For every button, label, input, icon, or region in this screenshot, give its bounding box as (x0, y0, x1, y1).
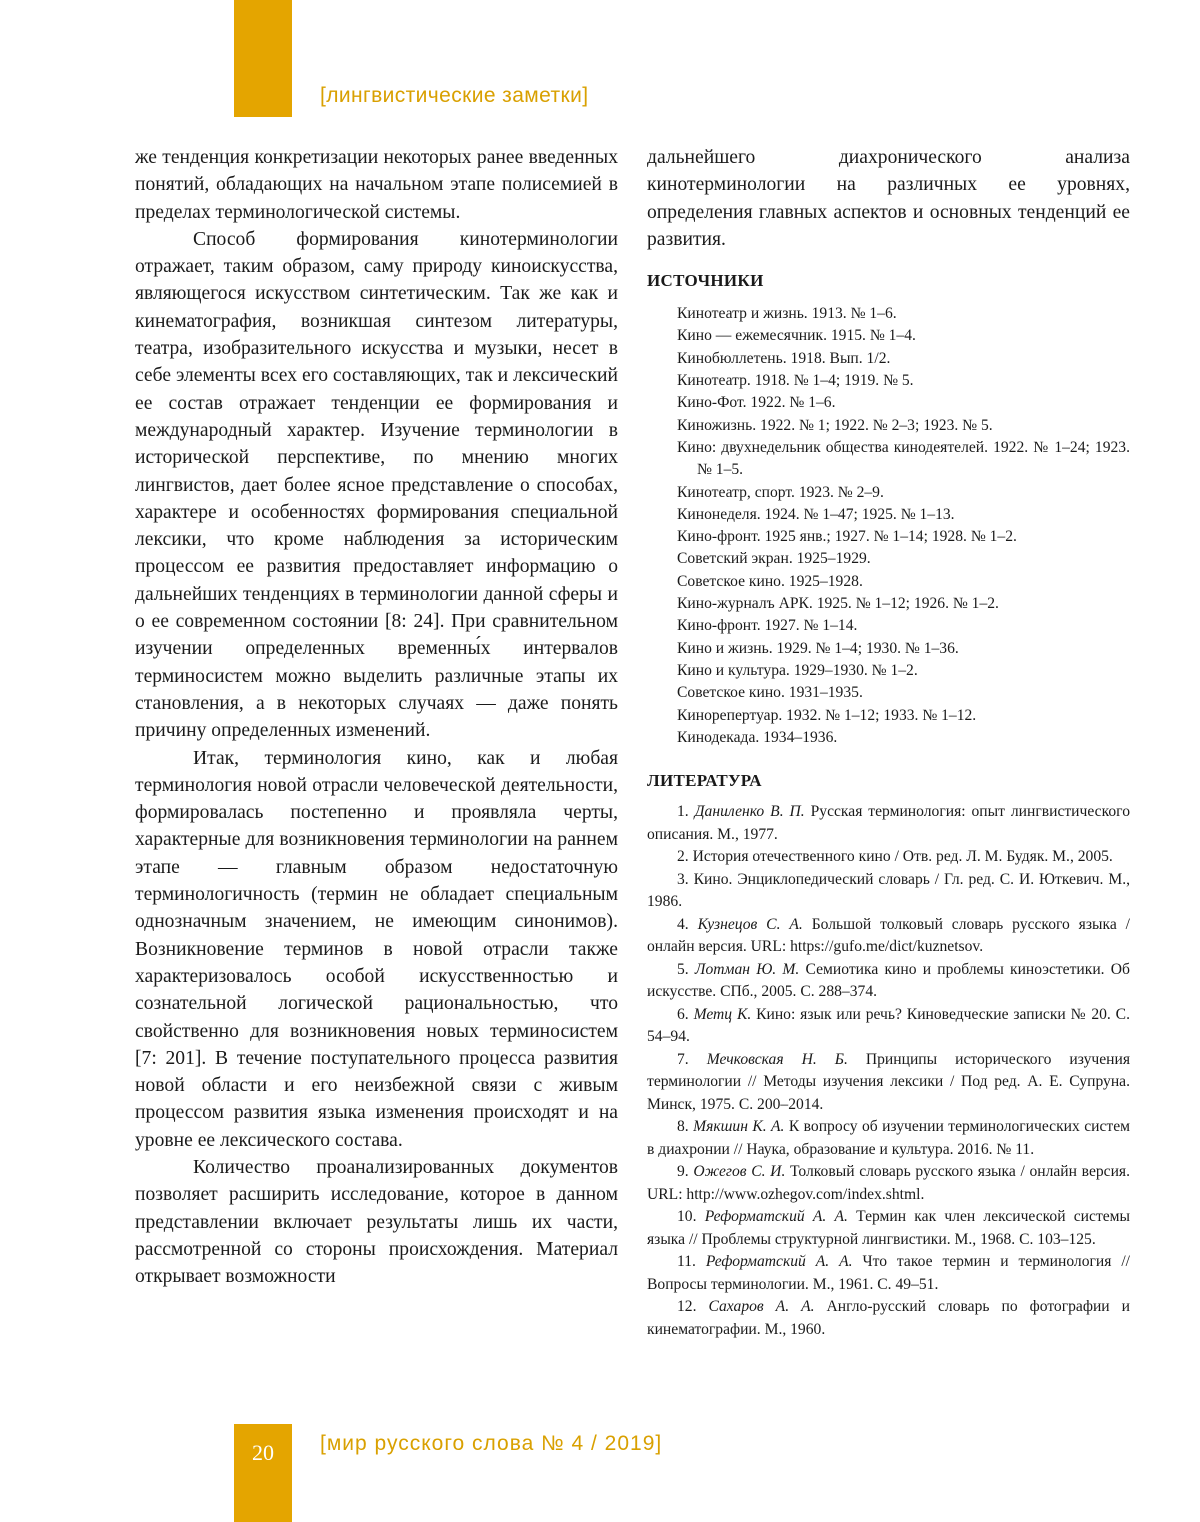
reference-item (647, 1049, 1130, 1117)
reference-text: Русская терминология: опыт лингвистического описания. М., 1977. (647, 803, 1130, 843)
left-column (135, 144, 618, 1290)
reference-text: К вопросу об изучении терминологических систем в диахронии // Наука, образование и культура. 2016. № 11. (647, 1118, 1130, 1158)
reference-item (647, 1251, 1130, 1296)
reference-text: Термин как член лексической системы языка // Проблемы структурной лингвистики. М., 1968. С. 103–125. (647, 1208, 1131, 1248)
sources-list (647, 303, 1130, 749)
references-list (647, 801, 1130, 1341)
source-item: Советское кино. 1931–1935. (677, 684, 863, 702)
source-item: Кино-фронт. 1925 янв.; 1927. № 1–14; 1928. № 1–2. (677, 528, 1017, 546)
reference-text: Принципы исторического изучения терминологии // Методы изучения лексики / Под ред. А. Е. Супруна. Минск, 1975. С. 200–2014. (647, 1050, 1130, 1113)
reference-text: Толковый словарь русского языка / онлайн версия. URL: http://www.ozhegov.com/index.shtml. (647, 1163, 1131, 1203)
literature-heading: ЛИТЕРАТУРА (647, 771, 762, 791)
reference-number: 5. (677, 960, 689, 978)
reference-text: История отечественного кино / Отв. ред. Л. М. Будяк. М., 2005. (692, 848, 1113, 866)
source-item: Киножизнь. 1922. № 1; 1922. № 2–3; 1923. № 5. (677, 416, 993, 434)
reference-item (647, 869, 1130, 914)
reference-text: Большой толковый словарь русского языка / онлайн версия. URL: https://gufo.me/dict/kuznetsov. (647, 915, 1130, 956)
reference-number: 1. (677, 803, 689, 821)
reference-number: 8. (677, 1118, 689, 1136)
source-item: Кинодекада. 1934–1936. (677, 728, 838, 746)
reference-author: Реформатский А. А. (704, 1208, 848, 1226)
reference-item (647, 1296, 1130, 1341)
source-item: Кино: двухнедельник общества кинодеятелей. 1922. № 1–24; 1923. № 1–5. (677, 438, 1130, 479)
reference-text: Семиотика кино и проблемы киноэстетики. Об искусстве. СПб., 2005. С. 288–374. (647, 960, 1130, 1001)
body-paragraph: Количество проанализированных документов позволяет расширить исследование, которое в данном представлении включает результаты лишь их части, рассмотренной со стороны происхождения. Материал открывает возможности (135, 1156, 618, 1288)
reference-item (647, 801, 1130, 846)
reference-number: 7. (677, 1050, 689, 1068)
body-paragraph: же тенденция конкретизации некоторых ранее введенных понятий, обладающих на начальном этапе полисемией в пределах терминологической системы. (135, 147, 618, 223)
source-item: Кино-Фот. 1922. № 1–6. (677, 394, 836, 412)
reference-text: Англо-русский словарь по фотографии и кинематографии. М., 1960. (647, 1298, 1130, 1338)
reference-text: Кино: язык или речь? Киноведческие записки № 20. С. 54–94. (647, 1005, 1130, 1046)
source-item: Кинонеделя. 1924. № 1–47; 1925. № 1–13. (677, 505, 955, 523)
source-item: Кинотеатр и жизнь. 1913. № 1–6. (677, 305, 897, 323)
footer-color-tab (234, 1424, 292, 1522)
reference-item (647, 846, 1130, 869)
section-rubric: [лингвистические заметки] (320, 84, 589, 107)
reference-author: Метц К. (693, 1005, 752, 1023)
body-paragraph: Итак, терминология кино, как и любая терминология новой отрасли человеческой деятельности, формировалась постепенно и проявляла черты, характерные для возникновения терминологии на раннем этапе — главным образом недостаточную терминологичность (термин не обладает специальным однозначным значением, не имеющим синонимов). Возникновение терминов в новой отрасли также характеризовалось особой искусственностью и сознательной логической рациональностью, что свойственно для возникновения новых терминосистем [7: 201]. В течение поступательного процесса развития новой области и его неизбежной связи с живым процессом развития языка изменения происходят и на уровне ее лексического состава. (135, 747, 618, 1151)
reference-text: Что такое термин и терминология // Вопросы терминологии. М., 1961. С. 49–51. (647, 1253, 1130, 1293)
reference-item (647, 1004, 1130, 1049)
reference-item (647, 914, 1130, 959)
source-item: Кинобюллетень. 1918. Вып. 1/2. (677, 349, 891, 367)
body-paragraph-continuation: дальнейшего диахронического анализа кинотерминологии на различных ее уровнях, определения главных аспектов и основных тенденций ее развития. (647, 147, 1130, 250)
reference-number: 2. (677, 848, 689, 866)
reference-number: 12. (677, 1298, 697, 1316)
source-item: Кино-журналъ АРК. 1925. № 1–12; 1926. № 1–2. (677, 595, 999, 613)
source-item: Кино — ежемесячник. 1915. № 1–4. (677, 327, 916, 345)
source-item: Советское кино. 1925–1928. (677, 572, 863, 590)
reference-number: 10. (677, 1208, 697, 1226)
body-paragraph: Способ формирования кинотерминологии отражает, таким образом, саму природу киноискусства, являющегося искусством синтетическим. Так же как и кинематография, возникшая синтезом литературы, театра, изобразительного искусства и музыки, несет в себе элементы всех его составляющих, так и лексический ее состав отражает тенденции ее формирования и международный характер. Изучение терминологии в исторической перспективе, по мнению многих лингвистов, дает более ясное представление о способах, характере и особенностях формирования специальной лексики, что кроме наблюдения за историческим процессом ее развития предоставляет информацию о дальнейших тенденциях в терминологии данной сферы и о ее современном состоянии [8: 24]. При сравнительном изучении определенных временны́х интервалов терминосистем можно выделить различные этапы их становления, а в некоторых случаях — даже понять причину определенных изменений. (135, 228, 618, 742)
source-item: Кино-фронт. 1927. № 1–14. (677, 617, 858, 635)
journal-title: [мир русского слова № 4 / 2019] (320, 1432, 663, 1455)
source-item: Кинотеатр. 1918. № 1–4; 1919. № 5. (677, 372, 914, 390)
reference-item (647, 1116, 1130, 1161)
reference-number: 3. (677, 870, 689, 888)
reference-author: Реформатский А. А. (705, 1253, 853, 1271)
source-item: Кинотеатр, спорт. 1923. № 2–9. (677, 483, 884, 501)
reference-item (647, 959, 1130, 1004)
reference-author: Ожегов С. И. (693, 1163, 786, 1181)
source-item: Кино и жизнь. 1929. № 1–4; 1930. № 1–36. (677, 639, 959, 657)
reference-number: 11. (677, 1253, 696, 1271)
reference-author: Мякшин К. А. (693, 1118, 785, 1136)
source-item: Кинорепертуар. 1932. № 1–12; 1933. № 1–12. (677, 706, 977, 724)
reference-number: 6. (677, 1005, 689, 1023)
reference-number: 9. (677, 1163, 689, 1181)
sources-heading: ИСТОЧНИКИ (647, 271, 764, 291)
reference-author: Кузнецов С. А. (697, 915, 803, 933)
reference-item (647, 1161, 1130, 1206)
reference-author: Мечковская Н. Б. (706, 1050, 848, 1068)
reference-author: Лотман Ю. М. (694, 960, 800, 978)
reference-author: Сахаров А. А. (708, 1298, 815, 1316)
reference-author: Даниленко В. П. (694, 803, 805, 821)
right-column (647, 144, 1130, 1341)
reference-item (647, 1206, 1130, 1251)
reference-number: 4. (677, 915, 689, 933)
reference-text: Кино. Энциклопедический словарь / Гл. ред. С. И. Юткевич. М., 1986. (647, 870, 1130, 911)
page-number: 20 (252, 1440, 274, 1465)
source-item: Советский экран. 1925–1929. (677, 550, 871, 568)
source-item: Кино и культура. 1929–1930. № 1–2. (677, 661, 918, 679)
header-color-tab (234, 0, 292, 117)
